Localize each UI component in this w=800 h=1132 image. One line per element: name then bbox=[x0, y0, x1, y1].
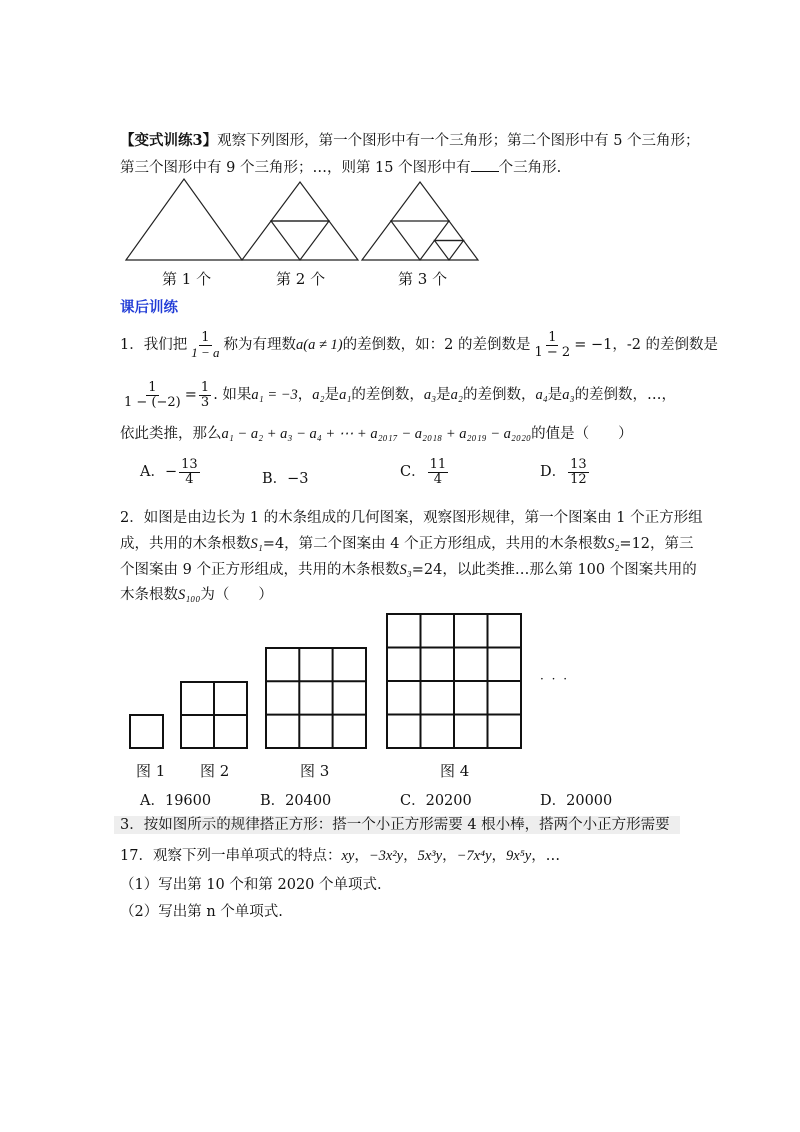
q2-line-3 bbox=[120, 560, 697, 580]
q1-math-a2b: a₂ bbox=[450, 387, 463, 403]
q1-option-d[interactable] bbox=[540, 458, 591, 486]
q1-fraction-3: $\frac{1}{1 - (-2)}$ bbox=[124, 379, 181, 410]
variant-text-1: 观察下列图形，第一个图形中有一个三角形；第二个图形中有 5 个三角形； bbox=[217, 133, 700, 149]
option-label: D． bbox=[540, 464, 567, 481]
q1-comma: ， bbox=[297, 387, 313, 403]
q1-line-2 bbox=[120, 380, 676, 410]
q1-text-i: 依此类推，那么 bbox=[120, 426, 222, 442]
grid-fig-1 bbox=[130, 715, 163, 748]
q2-option-d[interactable]: D．20000 bbox=[540, 793, 613, 809]
q1-text-e: . 如果 bbox=[213, 387, 252, 403]
q2-option-a[interactable]: A．19600 bbox=[140, 793, 212, 809]
q17-term-5: 9x⁵y bbox=[506, 848, 532, 864]
q1-math-a3b: a₃ bbox=[562, 387, 575, 403]
answer-blank bbox=[471, 157, 499, 172]
q1-text-g: 的差倒数， bbox=[462, 387, 536, 403]
q2-text-e: =24，以此类推…那么第 100 个图案共用的 bbox=[411, 562, 697, 578]
q1-math-a1: a₁ = −3 bbox=[251, 387, 298, 403]
q1-text-c: 的差倒数，如：2 的差倒数是 bbox=[342, 337, 531, 353]
variant-tag: 【变式训练3】 bbox=[120, 132, 218, 149]
q2-text-a: 成，共用的木条根数 bbox=[120, 536, 251, 552]
continuation-dots: · · · bbox=[540, 672, 570, 686]
q2-s1: S₁ bbox=[250, 536, 263, 552]
variant-text-2b: 个三角形. bbox=[498, 160, 562, 176]
caption-grid-1: 图 1 bbox=[136, 762, 166, 780]
q1-text-h: 的差倒数，…， bbox=[574, 387, 677, 403]
q1-math-a: a(a ≠ 1) bbox=[296, 337, 343, 353]
q1-text-f: 的差倒数， bbox=[351, 387, 424, 403]
square-grids-figure bbox=[125, 608, 535, 753]
q1-option-a[interactable] bbox=[140, 458, 202, 486]
caption-grid-3: 图 3 bbox=[300, 762, 330, 780]
q1-is-2: 是 bbox=[436, 387, 451, 403]
q2-line-1: 2．如图是由边长为 1 的木条组成的几何图案，观察图形规律，第一个图案由 1 个正方形组 bbox=[120, 510, 703, 526]
grid-fig-2 bbox=[181, 682, 247, 748]
section-heading: 课后训练 bbox=[120, 299, 178, 316]
option-sign: − bbox=[164, 464, 178, 481]
q1-fraction-1: $\frac{1}{1 - a}$ bbox=[191, 329, 220, 360]
q2-text-b: =4，第二个图案由 4 个正方形组成，共用的木条根数 bbox=[262, 536, 608, 552]
q1-line-3 bbox=[120, 424, 633, 444]
q2-option-c[interactable]: C．20200 bbox=[400, 793, 472, 809]
q1-math-a3: a₃ bbox=[423, 387, 437, 403]
q2-line-4 bbox=[120, 585, 273, 605]
grid-fig-4 bbox=[387, 614, 521, 748]
option-fraction: $\frac{13}{12}$ bbox=[570, 457, 587, 487]
q17-intro: 17．观察下列一串单项式的特点： bbox=[120, 848, 342, 864]
variant-line-1 bbox=[120, 131, 700, 151]
q1-text-a: 1．我们把 bbox=[120, 337, 188, 353]
q17-term-1: xy bbox=[341, 848, 355, 864]
q1-series: a₁ − a₂ + a₃ − a₄ + ⋯ + a₂₀₁₇ − a₂₀₁₈ + a₂₀₁₉ − a₂₀₂₀ bbox=[221, 426, 532, 442]
q1-fraction-4: $\frac{1}{3}$ bbox=[200, 379, 210, 410]
q17-line-1 bbox=[120, 846, 560, 866]
q1-text-b: 称为有理数 bbox=[223, 337, 297, 353]
q1-text-d: = −1，-2 的差倒数是 bbox=[574, 337, 719, 353]
q2-text-d: 个图案由 9 个正方形组成，共用的木条根数 bbox=[120, 562, 400, 578]
q1-math-a4: a₄ bbox=[535, 387, 548, 403]
q17-term-4: −7x⁴y bbox=[456, 848, 492, 864]
caption-fig-2: 第 2 个 bbox=[276, 270, 326, 288]
caption-grid-4: 图 4 bbox=[440, 762, 470, 780]
q2-s100: S₁₀₀ bbox=[178, 587, 201, 603]
q17-sub-1: （1）写出第 10 个和第 2020 个单项式. bbox=[120, 877, 382, 893]
triangle-fig-2 bbox=[242, 182, 358, 260]
q17-sep: ， bbox=[442, 848, 457, 864]
triangle-figures bbox=[118, 176, 480, 266]
option-fraction: $\frac{11}{4}$ bbox=[429, 457, 447, 487]
grid-fig-3 bbox=[266, 648, 366, 748]
q1-option-b[interactable]: B．−3 bbox=[262, 471, 309, 487]
q1-math-a2: a₂ bbox=[312, 387, 325, 403]
option-label: C． bbox=[400, 464, 426, 481]
q1-line-1 bbox=[120, 330, 718, 360]
q2-s2: S₂ bbox=[607, 536, 620, 552]
caption-fig-1: 第 1 个 bbox=[162, 270, 212, 288]
q1-equals: = bbox=[184, 387, 197, 403]
q1-is-1: 是 bbox=[324, 387, 340, 403]
q17-term-2: −3x²y bbox=[368, 848, 404, 864]
triangle-fig-3 bbox=[362, 182, 478, 260]
option-label: A． bbox=[140, 464, 165, 481]
q17-sep: ， bbox=[403, 848, 418, 864]
variant-text-2a: 第三个图形中有 9 个三角形；…，则第 15 个图形中有 bbox=[120, 160, 471, 176]
q17-sub-2: （2）写出第 n 个单项式. bbox=[120, 904, 283, 920]
q3-line: 3．按如图所示的规律搭正方形：搭一个小正方形需要 4 根小棒，搭两个小正方形需要 bbox=[120, 817, 670, 833]
q17-sep: ， bbox=[491, 848, 507, 864]
q2-text-c: =12，第三 bbox=[619, 536, 694, 552]
q1-math-a1b: a₁ bbox=[339, 387, 352, 403]
q2-text-g: 为（ ） bbox=[200, 587, 273, 603]
q17-sep: ， bbox=[354, 848, 369, 864]
q17-term-3: 5x³y bbox=[417, 848, 443, 864]
caption-grid-2: 图 2 bbox=[200, 762, 230, 780]
q1-is-3: 是 bbox=[547, 387, 563, 403]
q17-end: ，… bbox=[531, 848, 561, 864]
q1-option-c[interactable] bbox=[400, 458, 450, 486]
q2-text-f: 木条根数 bbox=[120, 587, 178, 603]
triangle-fig-1 bbox=[126, 179, 242, 260]
q2-line-2 bbox=[120, 534, 694, 554]
variant-line-2 bbox=[120, 157, 561, 178]
q2-option-b[interactable]: B．20400 bbox=[260, 793, 332, 809]
caption-fig-3: 第 3 个 bbox=[398, 270, 448, 288]
q1-text-j: 的值是（ ） bbox=[531, 426, 633, 442]
q1-fraction-2: $\frac{1}{1 - 2}$ bbox=[534, 329, 571, 360]
option-fraction: $\frac{13}{4}$ bbox=[181, 457, 198, 487]
q2-s3: S₃ bbox=[399, 562, 412, 578]
